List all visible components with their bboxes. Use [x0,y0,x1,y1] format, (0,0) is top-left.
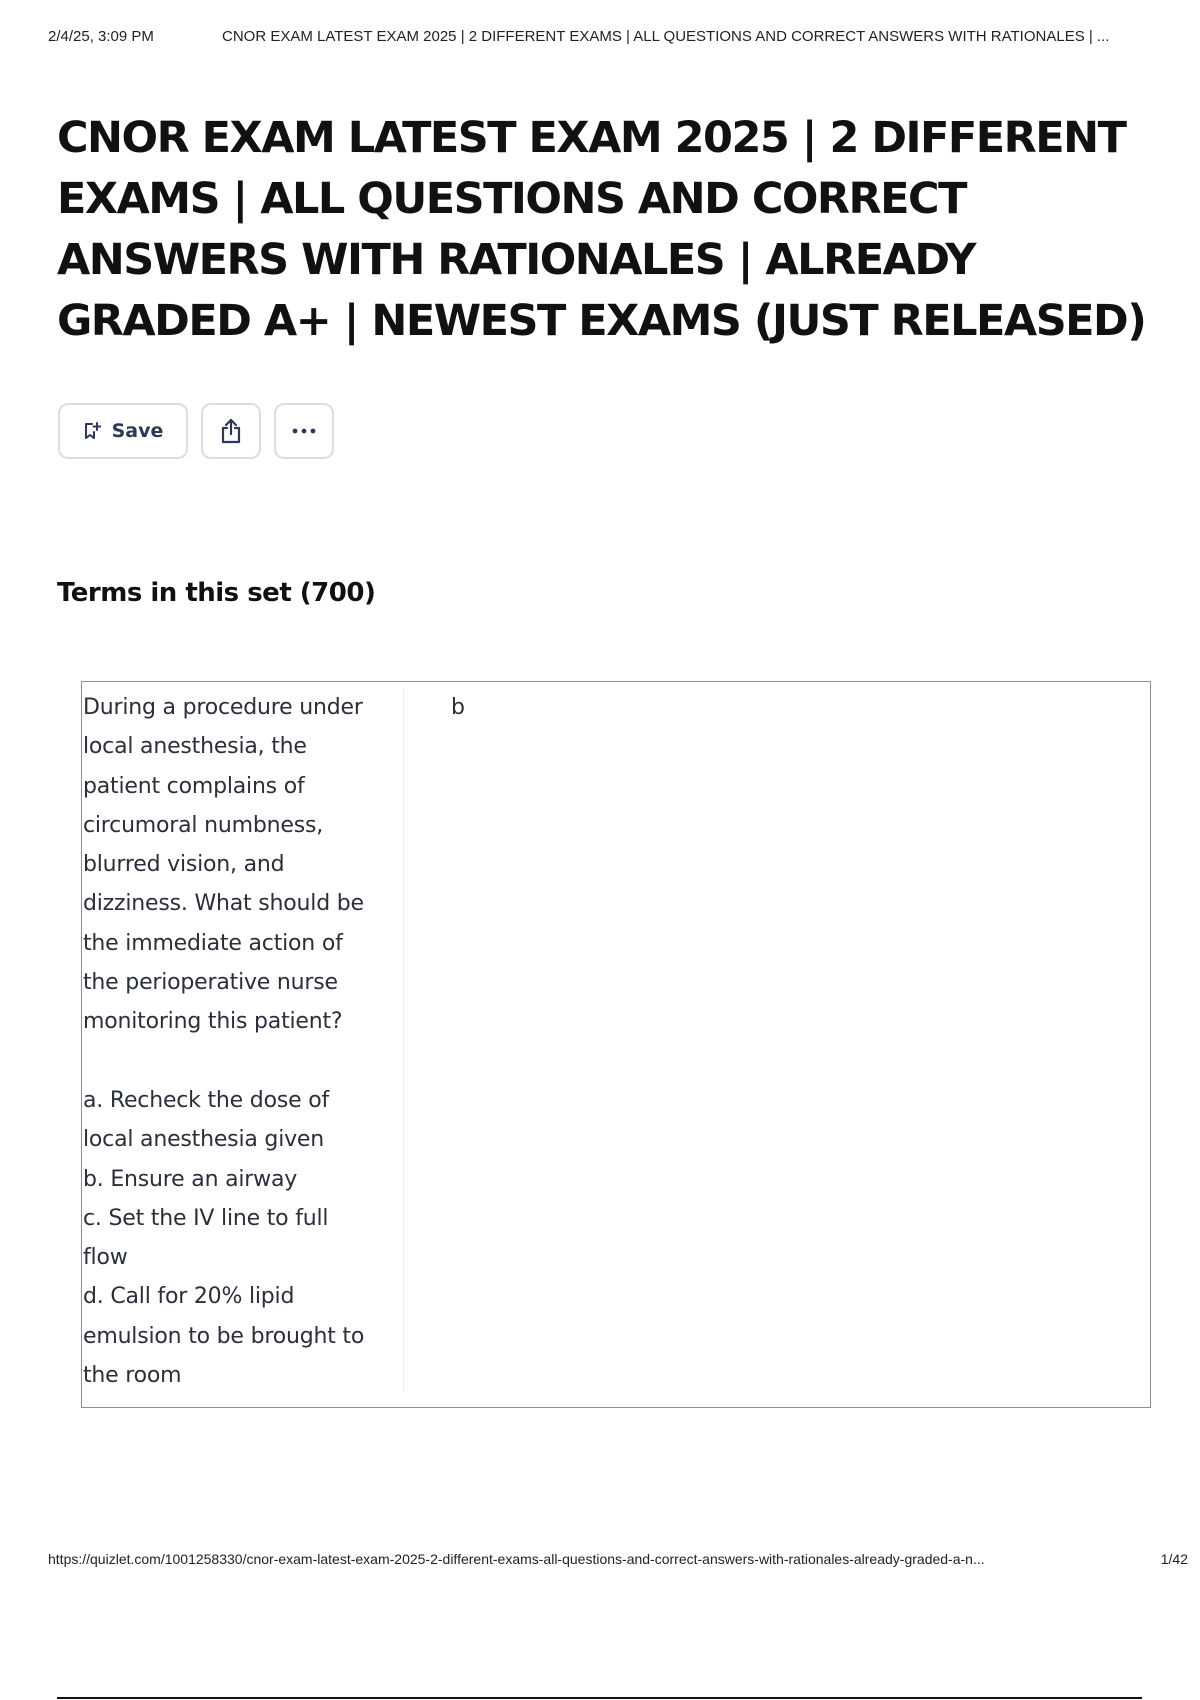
action-bar [58,403,334,463]
more-horizontal-icon [290,427,318,435]
print-doc-title: CNOR EXAM LATEST EXAM 2025 | 2 DIFFERENT EXAMS | ALL QUESTIONS AND CORRECT ANSWERS WITH RATIONALES | ... [222,28,1110,45]
more-options-button[interactable] [274,403,334,459]
term-card[interactable] [81,681,1151,1408]
bookmark-plus-icon [83,422,101,440]
page-number: 1/42 [1160,1551,1188,1567]
page-title: CNOR EXAM LATEST EXAM 2025 | 2 DIFFERENT EXAMS | ALL QUESTIONS AND CORRECT ANSWERS WITH RATIONALES | ALREADY GRADED A+ | NEWEST EXAMS (JUST RELEASED) [57,113,1146,346]
share-button[interactable] [201,403,261,459]
save-button[interactable] [58,403,188,459]
term-answer: b [451,695,465,720]
print-footer [48,1551,1188,1571]
term-question: During a procedure under local anesthesia, the patient complains of circumoral numbness, blurred vision, and dizziness. What should be the immediate action of the perioperative nurse monitoring this patient? a. Recheck the dose of local anesthesia given b. Ensure an airway c. Set the IV line to full flow d. Call for 20% lipid emulsion to be brought to the room [83,688,404,1392]
print-datetime: 2/4/25, 3:09 PM [48,28,154,45]
print-url: https://quizlet.com/1001258330/cnor-exam-latest-exam-2025-2-different-exams-all-questions-and-correct-answers-with-rationales-already-graded-a-n... [48,1551,985,1567]
print-header [48,28,1176,50]
page-divider [57,1697,1142,1699]
save-button-label: Save [111,420,164,442]
terms-heading: Terms in this set (700) [57,578,376,608]
share-icon [217,417,245,445]
